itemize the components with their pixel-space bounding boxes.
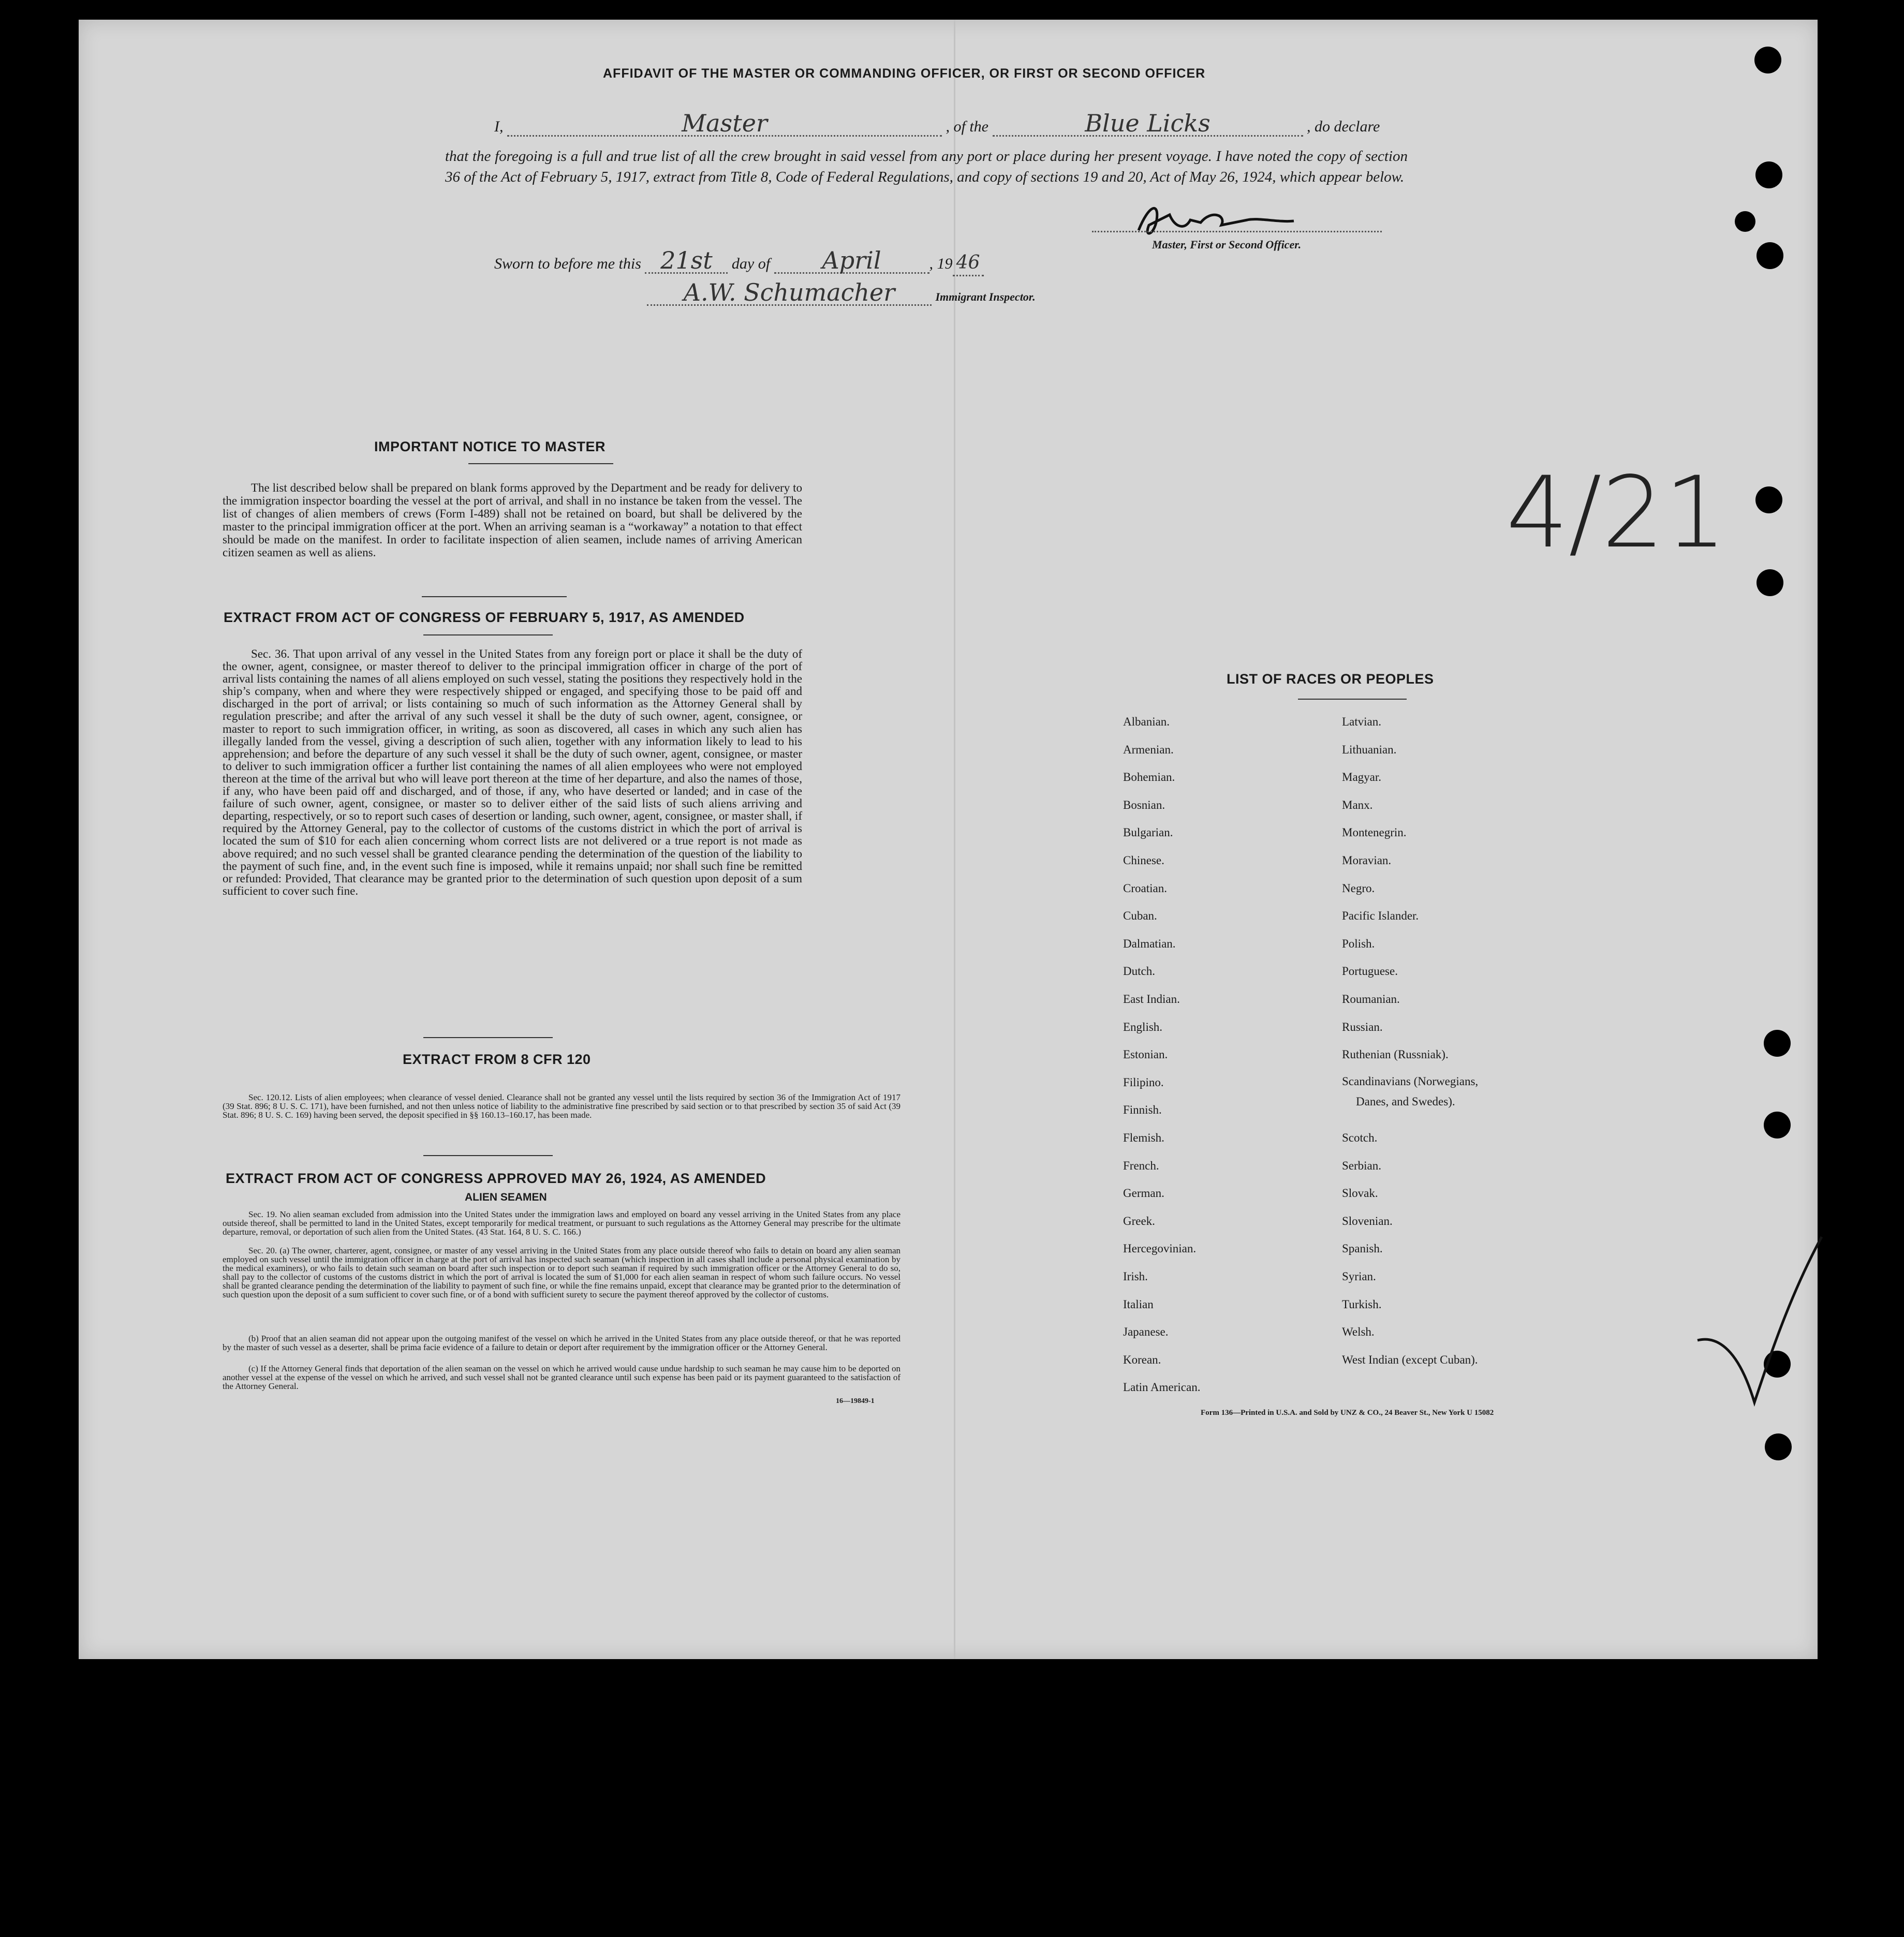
sworn-line: [494, 248, 984, 276]
i-label: I,: [494, 118, 504, 135]
race-item: Scotch.: [1342, 1131, 1378, 1144]
race-item: Latvian.: [1342, 715, 1381, 728]
race-item: Korean.: [1123, 1353, 1161, 1366]
sworn-prefix: Sworn to before me this: [494, 255, 641, 272]
scandinavians-continuation: Danes, and Swedes).: [1356, 1095, 1455, 1108]
inspector-line: [647, 280, 1036, 306]
race-item: Japanese.: [1123, 1325, 1169, 1339]
punch-hole: [1754, 47, 1781, 73]
divider: [423, 634, 553, 635]
race-item: Scandinavians (Norwegians,: [1342, 1074, 1479, 1088]
alien-seamen-subtitle: ALIEN SEAMEN: [465, 1191, 547, 1203]
extract-1917-text: Sec. 36. That upon arrival of any vessel in the United States from any foreign port or place it shall be the duty of the owner, agent, consignee, or master thereof to deliver to the principal immigration officer in charge of the port of arrival lists containing the names of all aliens employed on such vessel, stating the positions they respectively hold in the ship’s company, when and where they were respectively shipped or engaged, and specifying those to be paid off and discharged in the port of arrival; or lists containing so much of such information as the Attorney General shall by regulation prescribe; and after the arrival of any such vessel it shall be the duty of such owner, agent, consignee, or master to report to such immigration officer, in writing, as soon as discovered, all cases in which any such alien has illegally landed from the vessel, giving a description of such alien, together with any information likely to lead to his apprehension; and before the departure of any such vessel it shall be the duty of such owner, agent, consignee, or master to deliver to such immigration officer a further list containing the names of all alien employees who were not employed thereon at the time of the arrival but who will leave port thereon at the time of her departure, and also the names of those, if any, who have been paid off and discharged, and of those, if any, who have deserted or landed; and in case of the failure of such owner, agent, consignee, or master so to deliver either of the said lists of such aliens arriving and departing, respectively, or so to report such cases of desertion or landing, such owner, agent, consignee, or master shall, if required by the Attorney General, pay to the collector of customs of the customs district in which the port of arrival is located the sum of $10 for each alien concerning whom correct lists are not delivered or a true report is not made as above required; and no such vessel shall be granted clearance pending the determination of the question of the liability to the payment of such fine, and, in the event such fine is imposed, while it remains unpaid; nor shall such fine be remitted or refunded: Provided, That clearance may be granted prior to the determination of such question upon deposit of a sum sufficient to cover such fine.: [223, 647, 802, 897]
race-item: Bulgarian.: [1123, 826, 1173, 839]
affidavit-heading: AFFIDAVIT OF THE MASTER OR COMMANDING OFFICER, OR FIRST OR SECOND OFFICER: [603, 66, 1206, 81]
divider: [468, 463, 613, 464]
race-item: Portuguese.: [1342, 965, 1398, 978]
race-item: French.: [1123, 1159, 1159, 1172]
signature-line: [1092, 231, 1382, 232]
race-item: Slovenian.: [1342, 1214, 1393, 1228]
punch-hole: [1735, 211, 1755, 232]
race-item: Ruthenian (Russniak).: [1342, 1048, 1449, 1061]
race-item: Moravian.: [1342, 854, 1392, 867]
race-item: Slovak.: [1342, 1187, 1378, 1200]
race-item: Bosnian.: [1123, 798, 1165, 811]
signer-label: Master, First or Second Officer.: [1152, 238, 1302, 251]
affidavit-line-1: [494, 111, 1380, 137]
do-declare-label: , do declare: [1307, 118, 1380, 135]
handwritten-date: 4/21: [1506, 455, 1727, 570]
race-item: Cuban.: [1123, 909, 1157, 923]
divider: [1298, 699, 1407, 700]
race-item: Estonian.: [1123, 1048, 1168, 1061]
year-field: 46: [953, 251, 984, 276]
race-item: Croatian.: [1123, 881, 1167, 895]
inspector-label: Immigrant Inspector.: [935, 290, 1036, 303]
notice-title: IMPORTANT NOTICE TO MASTER: [374, 439, 606, 454]
form-code: 16—19849-1: [836, 1397, 875, 1405]
race-item: Serbian.: [1342, 1159, 1382, 1172]
form-footer: Form 136—Printed in U.S.A. and Sold by UNZ & CO., 24 Beaver St., New York U 15082: [1201, 1409, 1494, 1417]
race-item: Latin American.: [1123, 1381, 1201, 1394]
race-item: Spanish.: [1342, 1242, 1383, 1255]
race-item: Irish.: [1123, 1270, 1148, 1283]
divider: [423, 1155, 553, 1156]
race-item: English.: [1123, 1020, 1163, 1033]
race-item: Negro.: [1342, 881, 1375, 895]
sec20c-text: (c) If the Attorney General finds that deportation of the alien seaman on the vessel on which he arrived would cause undue hardship to such seaman he may cause him to be deported on another vessel at the expense of the vessel on which he arrived, and such vessel shall not be granted clearance until such expense has been paid or its payment guaranteed to the satisfaction of the Attorney General.: [223, 1364, 901, 1391]
race-item: Dutch.: [1123, 965, 1155, 978]
race-item: Syrian.: [1342, 1270, 1376, 1283]
notice-text: The list described below shall be prepared on blank forms approved by the Department and be ready for delivery to the immigration inspector boarding the vessel at the port of arrival, and shall in no instance be taken from the vessel. The list of changes of alien members of crews (Form I-489) shall not be retained on board, but shall be delivered by the master to the principal immigration officer at the port. When an arriving seaman is a “workaway” a notation to that effect should be made on the manifest. In order to facilitate inspection of alien seamen, include names of arriving American citizen seamen as well as aliens.: [223, 481, 802, 559]
race-item: Albanian.: [1123, 715, 1170, 728]
day-field: 21st: [645, 248, 728, 274]
race-item: Chinese.: [1123, 854, 1164, 867]
race-item: Pacific Islander.: [1342, 909, 1419, 923]
race-item: Turkish.: [1342, 1297, 1382, 1311]
sec20a-text: Sec. 20. (a) The owner, charterer, agent, consignee, or master of any vessel arriving in the United States from any place outside thereof who fails to detain on board any alien seaman employed on such vessel until the immigration officer in charge at the port of arrival has inspected such seaman (which inspection in all cases shall include a personal physical examination by the medical examiners), or who fails to detain such seaman on board after such inspection or to deport such seaman if required by such immigration officer or the Attorney General to do so, shall pay to the collector of customs of the customs district in which the port of arrival is located the sum of $1,000 for each alien seaman in respect of whom such failure occurs. No vessel shall be granted clearance pending the determination of the liability to payment of such fine, or while the fine remains unpaid, except that clearance may be granted prior to the determination of such question upon the deposit of a sum sufficient to cover such fine, or of a bond with sufficient surety to secure the payment thereof approved by the collector of customs.: [223, 1246, 901, 1299]
race-item: Roumanian.: [1342, 993, 1400, 1006]
divider: [423, 1037, 553, 1038]
punch-hole: [1757, 242, 1783, 269]
race-item: Welsh.: [1342, 1325, 1375, 1339]
race-item: Manx.: [1342, 798, 1373, 811]
race-item: Montenegrin.: [1342, 826, 1407, 839]
extract-cfr-text: Sec. 120.12. Lists of alien employees; when clearance of vessel denied. Clearance shall not be granted any vessel until the lists required by section 36 of the Immigration Act of 1917 (39 Stat. 896; 8 U. S. C. 171), have been furnished, and not then unless notice of liability to the administrative fine prescribed by said section or to that prescribed by section 35 of said Act (39 Stat. 896; 8 U. S. C. 169) having been served, the deposit specified in §§ 160.13–160.17, has been made.: [223, 1092, 901, 1120]
race-item: Filipino.: [1123, 1075, 1164, 1089]
punch-hole: [1757, 569, 1783, 596]
punch-hole: [1755, 486, 1782, 513]
sec19-text: Sec. 19. No alien seaman excluded from admission into the United States under the immigration laws and employed on board any vessel arriving in the United States from any place outside thereof, shall be permitted to land in the United States, except temporarily for medical treatment, or pursuant to such regulations as the Attorney General may prescribe for the ultimate departure, removal, or deportation of such alien from the United States. (43 Stat. 164, 8 U. S. C. 166.): [223, 1209, 901, 1237]
inspector-field: A.W. Schumacher: [647, 280, 932, 306]
race-item: Bohemian.: [1123, 771, 1175, 784]
check-mark: [1682, 1232, 1827, 1410]
extract-1924-title: EXTRACT FROM ACT OF CONGRESS APPROVED MAY 26, 1924, AS AMENDED: [226, 1171, 766, 1186]
race-item: Hercegovinian.: [1123, 1242, 1197, 1255]
race-item: Polish.: [1342, 937, 1375, 950]
day-of-label: day of: [731, 255, 771, 272]
race-item: East Indian.: [1123, 993, 1180, 1006]
year-prefix: , 19: [929, 255, 953, 272]
race-item: West Indian (except Cuban).: [1342, 1353, 1478, 1366]
rank-field: Master: [507, 111, 942, 137]
race-item: Greek.: [1123, 1214, 1155, 1228]
extract-1917-title: EXTRACT FROM ACT OF CONGRESS OF FEBRUARY 5, 1917, AS AMENDED: [224, 610, 745, 625]
divider: [422, 596, 567, 597]
race-item: Magyar.: [1342, 771, 1382, 784]
race-item: Flemish.: [1123, 1131, 1164, 1144]
month-field: April: [774, 248, 929, 274]
punch-hole: [1765, 1433, 1792, 1460]
race-item: Dalmatian.: [1123, 937, 1176, 950]
sec20b-text: (b) Proof that an alien seaman did not appear upon the outgoing manifest of the vessel on which he arrived in the United States from any place outside thereof, or that he was reported by the master of such vessel as a deserter, shall be prima facie evidence of a failure to detain or deport after requirement by the immigration officer or the Attorney General.: [223, 1334, 901, 1352]
punch-hole: [1764, 1112, 1791, 1138]
punch-hole: [1755, 161, 1782, 188]
race-item: Russian.: [1342, 1020, 1383, 1033]
race-item: German.: [1123, 1187, 1164, 1200]
extract-cfr-title: EXTRACT FROM 8 CFR 120: [403, 1052, 591, 1067]
race-item: Finnish.: [1123, 1103, 1162, 1117]
race-item: Lithuanian.: [1342, 743, 1397, 756]
of-the-label: , of the: [946, 118, 988, 135]
races-title: LIST OF RACES OR PEOPLES: [1227, 671, 1434, 687]
race-item: Armenian.: [1123, 743, 1174, 756]
declaration-text: that the foregoing is a full and true list of all the crew brought in said vessel from any port or place during her present voyage. I have noted the copy of section 36 of the Act of February 5, 1917, extract from Title 8, Code of Federal Regulations, and copy of sections 19 and 20, Act of May 26, 1924, which appear below.: [445, 148, 1408, 185]
punch-hole: [1764, 1030, 1791, 1057]
vessel-field: Blue Licks: [993, 111, 1303, 137]
race-item: Italian: [1123, 1297, 1154, 1311]
